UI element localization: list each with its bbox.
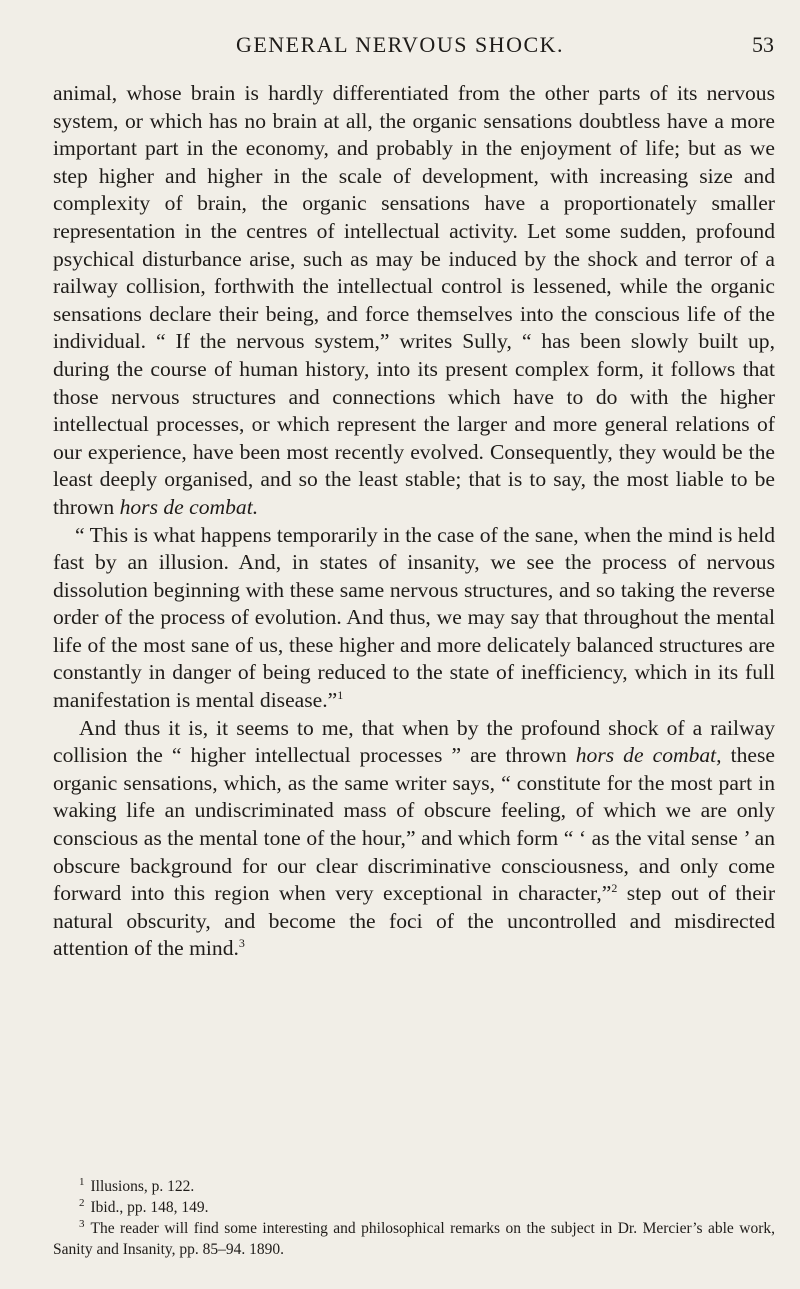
paragraph-3 bbox=[53, 715, 775, 963]
running-title: GENERAL NERVOUS SHOCK. bbox=[235, 32, 565, 57]
footnote bbox=[53, 1176, 775, 1197]
footnote-text: Illusions, p. 122. bbox=[90, 1178, 195, 1195]
paragraph-3-italic: hors de combat, bbox=[575, 743, 722, 768]
footnote bbox=[53, 1218, 775, 1260]
footnote-mark: 2 bbox=[79, 1196, 85, 1209]
paragraph-1-text: animal, whose brain is hardly differentiated from the other parts of its nervous system, or which has no brain at all, the organic sensations doubtless have a more important part in the economy, and probably in the enjoyment of life; but as we step higher and higher in the scale of development, with increasing size and complexity of brain, the organic sensations have a proportionately smaller representation in the centres of intellectual activity. Let some sudden, profound psychical disturbance arise, such as may be induced by the shock and terror of a railway collision, forthwith the intellectual control is lessened, while the organic sensations declare their being, and force themselves into the conscious life of the individual. “ If the nervous system,” writes Sully, “ has been slowly built up, during the course of human history, into its present complex form, it follows that those nervous structures and connections which have to do with the higher intellectual processes, or which represent the larger and more general relations of our experience, have been most recently evolved. Consequently, they would be the least deeply organised, and so the least stable; that is to say, the most liable to be thrown bbox=[53, 81, 775, 519]
footnote bbox=[53, 1197, 775, 1218]
footnote-mark: 1 bbox=[79, 1175, 85, 1188]
footnote-ref-3: 3 bbox=[238, 936, 245, 951]
paragraph-3-text-b: these organic sensations, which, as the same writer says, “ constitute for the most part in waking life an undiscriminated mass of obscure feeling, of which we are only conscious as the mental tone of the hour,” and which form “ ‘ as the vital sense ’ an obscure background for our clear discriminative consciousness, and only come forward into this region when very exceptional in character,” bbox=[53, 743, 775, 906]
paragraph-3-text-a: And thus it is, it seems to me, that when by the profound shock of a railway collision the “ higher intellectual processes ” are thrown bbox=[53, 715, 775, 768]
running-head bbox=[0, 32, 800, 60]
body-text bbox=[53, 80, 775, 963]
paragraph-2-text: “ This is what happens temporarily in the case of the sane, when the mind is held fast by an illusion. And, in states of insanity, we see the process of nervous dissolution beginning with these same nervous structures, and so taking the reverse order of the process of evolution. And thus, we may say that throughout the mental life of the most sane of us, these higher and more delicately balanced structures are constantly in danger of being reduced to the state of inefficiency, which in its full manifestation is mental disease.” bbox=[53, 522, 775, 713]
footnote-ref-2: 2 bbox=[611, 881, 618, 896]
paragraph-1-italic: hors de combat. bbox=[119, 494, 259, 519]
footnote-text: Ibid., pp. 148, 149. bbox=[90, 1199, 209, 1216]
footnotes bbox=[53, 1176, 775, 1260]
footnote-text: The reader will find some interesting and philosophical remarks on the subject in Dr. Mercier’s able work, Sanity and Insanity, pp. 85–94. 1890. bbox=[53, 1220, 775, 1258]
paragraph-2 bbox=[53, 522, 775, 715]
paragraph-1 bbox=[53, 80, 775, 522]
footnote-ref-1: 1 bbox=[337, 687, 344, 702]
footnote-mark: 3 bbox=[79, 1217, 85, 1230]
paragraph-3-text-c: step out of their natural obscurity, and become the foci of the uncontrolled and misdirected attention of the mind. bbox=[53, 881, 776, 961]
page-number: 53 bbox=[752, 32, 774, 57]
